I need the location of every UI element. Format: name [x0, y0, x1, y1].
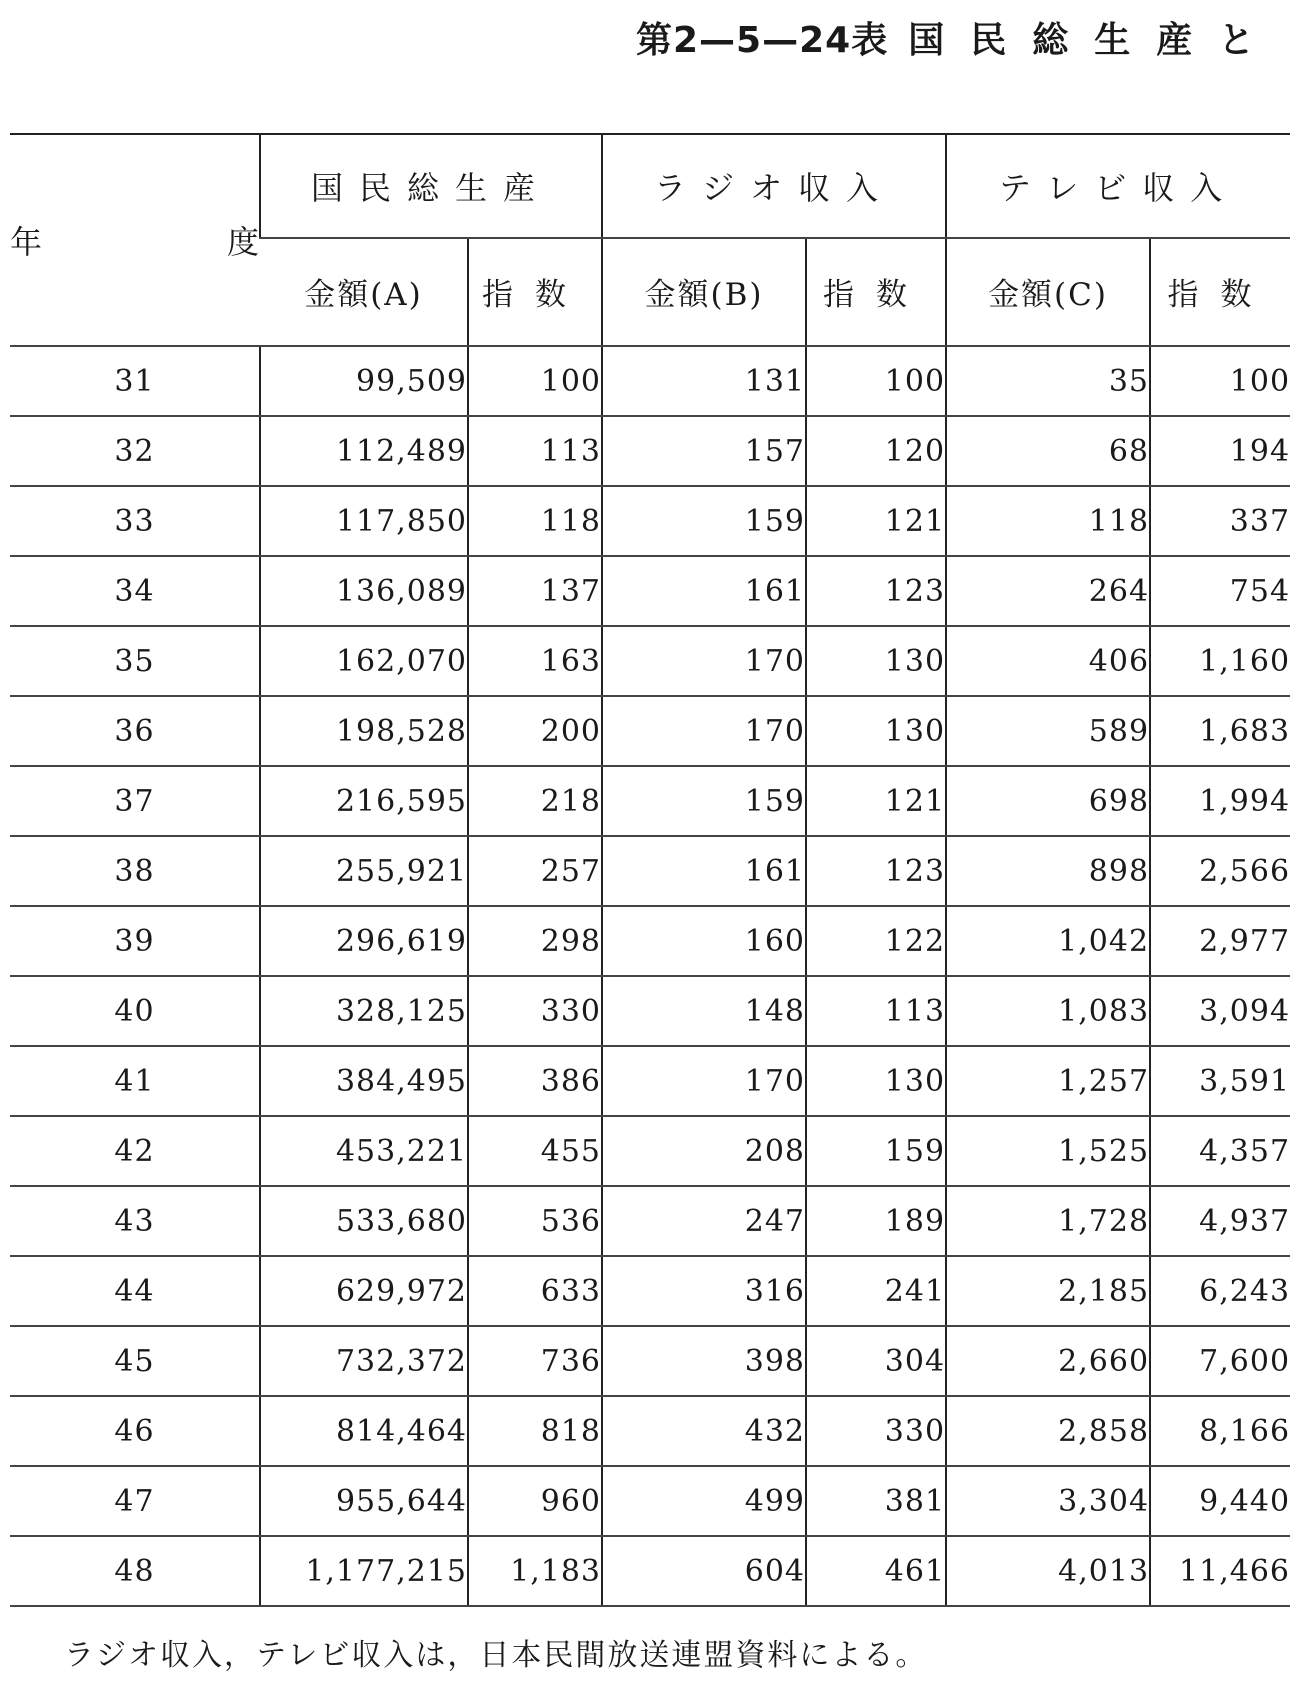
tv-index-cell: 9,440 — [1150, 1466, 1290, 1536]
data-table — [10, 133, 1290, 1607]
gnp-index-cell: 257 — [468, 836, 602, 906]
radio-amount-cell: 159 — [602, 766, 806, 836]
table-row — [10, 1326, 1290, 1396]
gnp-amount-cell: 162,070 — [260, 626, 468, 696]
radio-index-cell: 130 — [806, 696, 946, 766]
radio-index-cell: 123 — [806, 556, 946, 626]
tv-index-cell: 4,357 — [1150, 1116, 1290, 1186]
gnp-index-cell: 100 — [468, 346, 602, 416]
gnp-amount-cell: 117,850 — [260, 486, 468, 556]
tv-index-cell: 7,600 — [1150, 1326, 1290, 1396]
year-cell: 39 — [10, 906, 260, 976]
radio-amount-cell: 131 — [602, 346, 806, 416]
radio-amount-cell: 499 — [602, 1466, 806, 1536]
gnp-amount-cell: 216,595 — [260, 766, 468, 836]
radio-amount-cell: 432 — [602, 1396, 806, 1466]
table-row — [10, 626, 1290, 696]
gnp-index-cell: 137 — [468, 556, 602, 626]
gnp-amount-cell: 453,221 — [260, 1116, 468, 1186]
year-cell: 40 — [10, 976, 260, 1046]
table-row — [10, 1396, 1290, 1466]
radio-index-cell: 241 — [806, 1256, 946, 1326]
gnp-index-cell: 200 — [468, 696, 602, 766]
table-title-text: 国民総生産と — [908, 20, 1281, 61]
gnp-amount-cell: 732,372 — [260, 1326, 468, 1396]
radio-group-header: ラジオ収入 — [602, 134, 946, 238]
gnp-index-cell: 218 — [468, 766, 602, 836]
radio-index-cell: 122 — [806, 906, 946, 976]
gnp-index-cell: 386 — [468, 1046, 602, 1116]
table-row — [10, 1536, 1290, 1606]
radio-index-cell: 189 — [806, 1186, 946, 1256]
radio-index-cell: 304 — [806, 1326, 946, 1396]
tv-index-cell: 8,166 — [1150, 1396, 1290, 1466]
tv-index-cell: 1,994 — [1150, 766, 1290, 836]
radio-index-cell: 381 — [806, 1466, 946, 1536]
tv-index-cell: 3,591 — [1150, 1046, 1290, 1116]
tv-index-cell: 194 — [1150, 416, 1290, 486]
radio-amount-cell: 247 — [602, 1186, 806, 1256]
year-cell: 34 — [10, 556, 260, 626]
gnp-amount-cell: 955,644 — [260, 1466, 468, 1536]
tv-amount-cell: 264 — [946, 556, 1150, 626]
year-column-header — [10, 134, 260, 346]
radio-index-cell: 461 — [806, 1536, 946, 1606]
tv-amount-cell: 2,660 — [946, 1326, 1150, 1396]
tv-index-cell: 1,160 — [1150, 626, 1290, 696]
gnp-index-cell: 1,183 — [468, 1536, 602, 1606]
radio-amount-cell: 316 — [602, 1256, 806, 1326]
tv-amount-cell: 406 — [946, 626, 1150, 696]
radio-amount-cell: 161 — [602, 556, 806, 626]
table-body — [10, 346, 1290, 1606]
radio-index-cell: 130 — [806, 626, 946, 696]
table-header — [10, 134, 1290, 346]
year-cell: 43 — [10, 1186, 260, 1256]
gnp-index-cell: 298 — [468, 906, 602, 976]
tv-index-cell: 2,566 — [1150, 836, 1290, 906]
tv-amount-cell: 4,013 — [946, 1536, 1150, 1606]
year-cell: 48 — [10, 1536, 260, 1606]
radio-amount-cell: 170 — [602, 626, 806, 696]
radio-amount-cell: 160 — [602, 906, 806, 976]
gnp-amount-cell: 629,972 — [260, 1256, 468, 1326]
radio-index-cell: 121 — [806, 486, 946, 556]
year-cell: 32 — [10, 416, 260, 486]
tv-index-header: 指数 — [1150, 238, 1290, 346]
table-row — [10, 416, 1290, 486]
gnp-amount-cell: 198,528 — [260, 696, 468, 766]
gnp-index-cell: 633 — [468, 1256, 602, 1326]
gnp-index-cell: 818 — [468, 1396, 602, 1466]
radio-amount-cell: 159 — [602, 486, 806, 556]
gnp-amount-cell: 99,509 — [260, 346, 468, 416]
year-cell: 37 — [10, 766, 260, 836]
table-row — [10, 696, 1290, 766]
gnp-index-cell: 113 — [468, 416, 602, 486]
year-cell: 35 — [10, 626, 260, 696]
radio-amount-cell: 170 — [602, 696, 806, 766]
radio-amount-header: 金額(B) — [602, 238, 806, 346]
tv-amount-cell: 1,728 — [946, 1186, 1150, 1256]
radio-amount-cell: 398 — [602, 1326, 806, 1396]
gnp-index-cell: 330 — [468, 976, 602, 1046]
footnote: ラジオ収入，テレビ収入は，日本民間放送連盟資料による。 — [64, 1638, 928, 1673]
table-row — [10, 1046, 1290, 1116]
tv-amount-cell: 589 — [946, 696, 1150, 766]
tv-index-cell: 754 — [1150, 556, 1290, 626]
radio-amount-cell: 170 — [602, 1046, 806, 1116]
radio-index-cell: 120 — [806, 416, 946, 486]
radio-amount-cell: 604 — [602, 1536, 806, 1606]
radio-amount-cell: 208 — [602, 1116, 806, 1186]
radio-index-cell: 123 — [806, 836, 946, 906]
radio-index-cell: 113 — [806, 976, 946, 1046]
table-row — [10, 346, 1290, 416]
radio-index-cell: 130 — [806, 1046, 946, 1116]
table-row — [10, 1186, 1290, 1256]
year-cell: 33 — [10, 486, 260, 556]
gnp-index-cell: 960 — [468, 1466, 602, 1536]
table-row — [10, 1466, 1290, 1536]
tv-index-cell: 2,977 — [1150, 906, 1290, 976]
year-header-char-1: 年 — [10, 223, 43, 261]
table-row — [10, 1116, 1290, 1186]
table-row — [10, 556, 1290, 626]
radio-amount-cell: 161 — [602, 836, 806, 906]
year-cell: 38 — [10, 836, 260, 906]
radio-index-cell: 100 — [806, 346, 946, 416]
tv-amount-cell: 35 — [946, 346, 1150, 416]
year-cell: 47 — [10, 1466, 260, 1536]
tv-amount-cell: 698 — [946, 766, 1150, 836]
tv-index-cell: 4,937 — [1150, 1186, 1290, 1256]
year-cell: 36 — [10, 696, 260, 766]
gnp-index-header: 指数 — [468, 238, 602, 346]
tv-amount-header: 金額(C) — [946, 238, 1150, 346]
radio-index-cell: 121 — [806, 766, 946, 836]
table-row — [10, 1256, 1290, 1326]
gnp-index-cell: 118 — [468, 486, 602, 556]
gnp-amount-cell: 1,177,215 — [260, 1536, 468, 1606]
tv-index-cell: 1,683 — [1150, 696, 1290, 766]
table-row — [10, 906, 1290, 976]
radio-amount-cell: 148 — [602, 976, 806, 1046]
gnp-amount-cell: 255,921 — [260, 836, 468, 906]
radio-amount-cell: 157 — [602, 416, 806, 486]
gnp-group-header: 国民総生産 — [260, 134, 602, 238]
year-cell: 45 — [10, 1326, 260, 1396]
gnp-amount-cell: 533,680 — [260, 1186, 468, 1256]
gnp-amount-cell: 328,125 — [260, 976, 468, 1046]
tv-amount-cell: 118 — [946, 486, 1150, 556]
gnp-amount-cell: 112,489 — [260, 416, 468, 486]
gnp-index-cell: 455 — [468, 1116, 602, 1186]
gnp-amount-cell: 814,464 — [260, 1396, 468, 1466]
gnp-index-cell: 736 — [468, 1326, 602, 1396]
tv-amount-cell: 1,083 — [946, 976, 1150, 1046]
gnp-amount-cell: 384,495 — [260, 1046, 468, 1116]
table-row — [10, 836, 1290, 906]
tv-amount-cell: 2,858 — [946, 1396, 1150, 1466]
tv-amount-cell: 3,304 — [946, 1466, 1150, 1536]
table-title — [636, 12, 1280, 63]
tv-index-cell: 3,094 — [1150, 976, 1290, 1046]
gnp-amount-cell: 296,619 — [260, 906, 468, 976]
year-cell: 41 — [10, 1046, 260, 1116]
tv-amount-cell: 2,185 — [946, 1256, 1150, 1326]
tv-group-header: テレビ収入 — [946, 134, 1290, 238]
year-cell: 31 — [10, 346, 260, 416]
tv-index-cell: 337 — [1150, 486, 1290, 556]
table-row — [10, 976, 1290, 1046]
year-cell: 42 — [10, 1116, 260, 1186]
tv-amount-cell: 898 — [946, 836, 1150, 906]
radio-index-cell: 159 — [806, 1116, 946, 1186]
tv-index-cell: 6,243 — [1150, 1256, 1290, 1326]
gnp-amount-cell: 136,089 — [260, 556, 468, 626]
radio-index-header: 指数 — [806, 238, 946, 346]
table-row — [10, 766, 1290, 836]
tv-amount-cell: 68 — [946, 416, 1150, 486]
tv-amount-cell: 1,525 — [946, 1116, 1150, 1186]
tv-index-cell: 11,466 — [1150, 1536, 1290, 1606]
year-cell: 46 — [10, 1396, 260, 1466]
gnp-index-cell: 536 — [468, 1186, 602, 1256]
year-cell: 44 — [10, 1256, 260, 1326]
radio-index-cell: 330 — [806, 1396, 946, 1466]
table-number: 第2—5—24表 — [636, 20, 889, 61]
year-header-char-2: 度 — [226, 223, 259, 261]
table-row — [10, 486, 1290, 556]
tv-amount-cell: 1,042 — [946, 906, 1150, 976]
gnp-amount-header: 金額(A) — [260, 238, 468, 346]
tv-index-cell: 100 — [1150, 346, 1290, 416]
tv-amount-cell: 1,257 — [946, 1046, 1150, 1116]
gnp-index-cell: 163 — [468, 626, 602, 696]
